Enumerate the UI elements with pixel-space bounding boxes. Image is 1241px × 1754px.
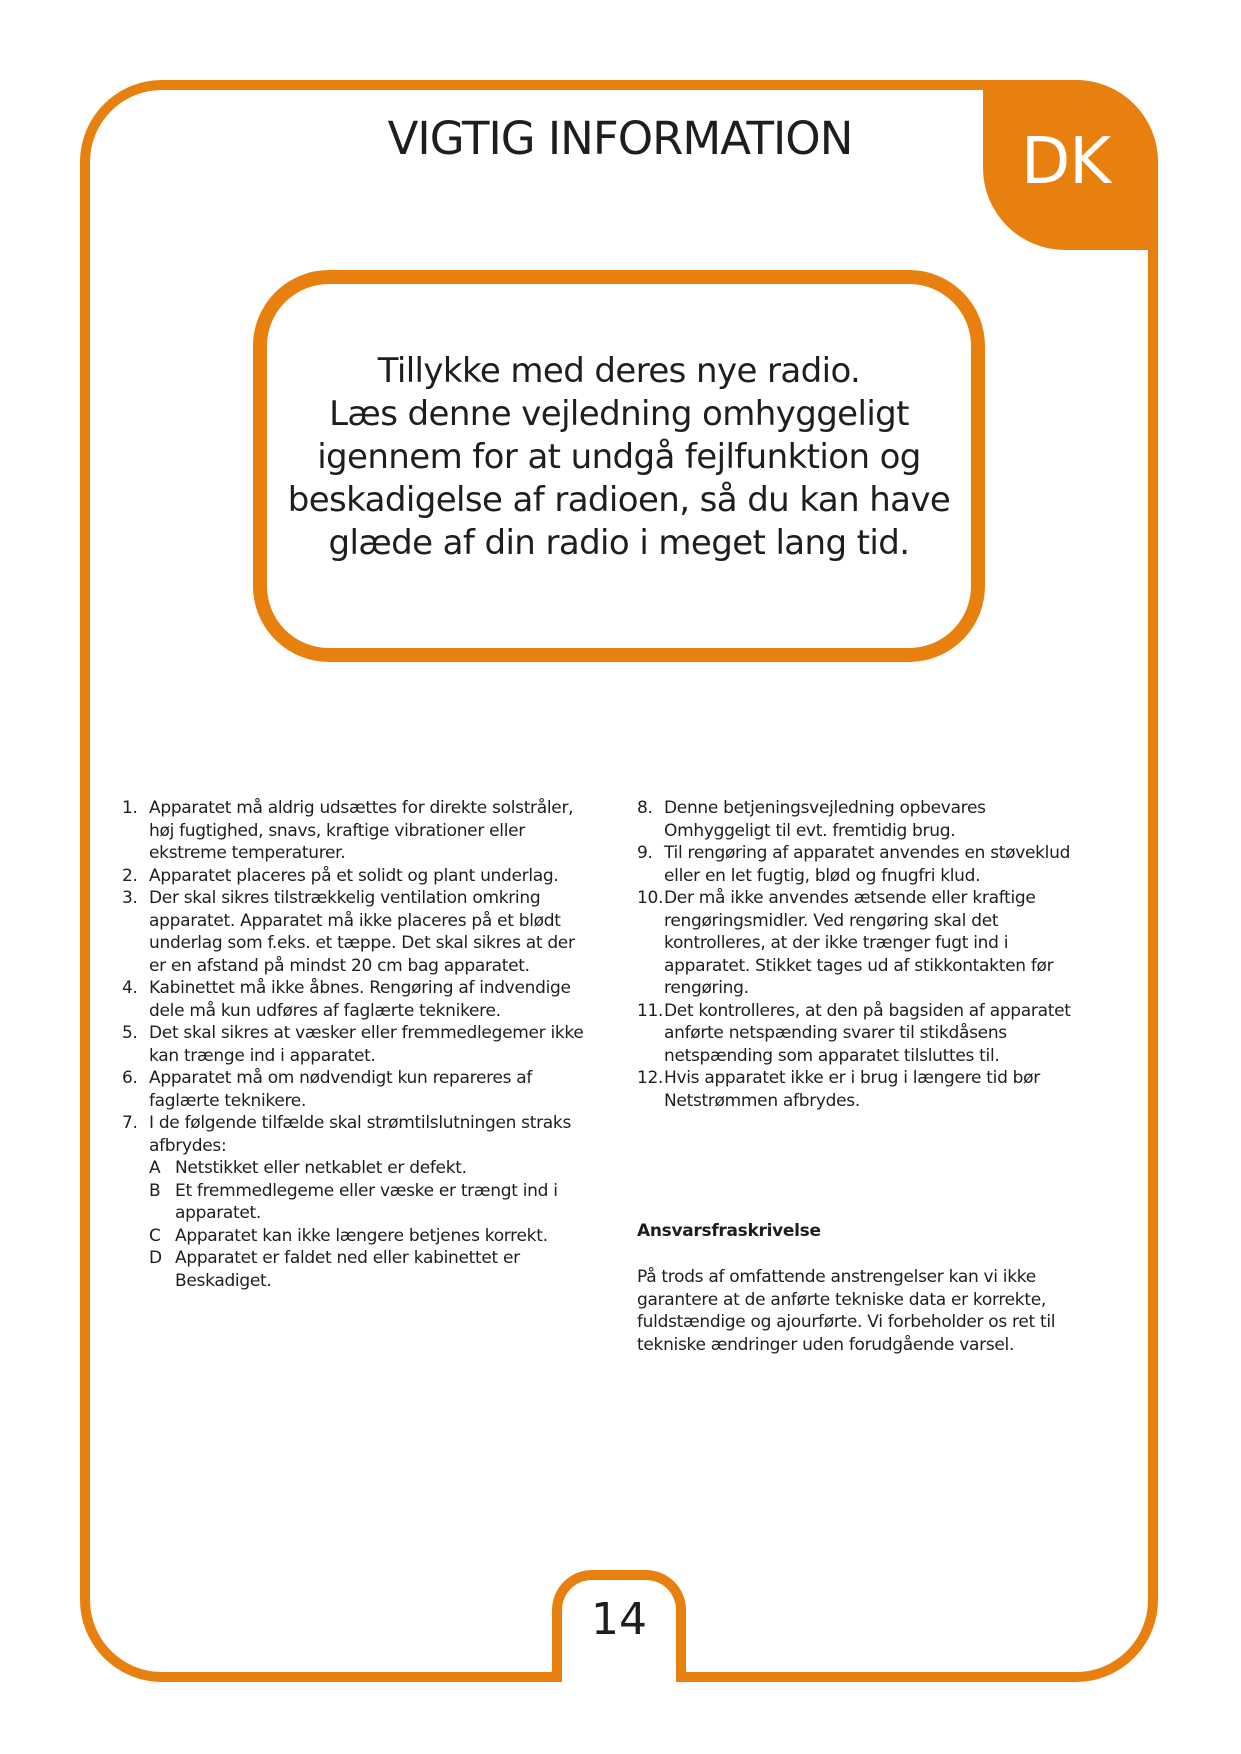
sub-list-item: [122, 1157, 587, 1180]
sub-list-text: Apparatet er faldet ned eller kabinettet er Beskadiget.: [175, 1248, 520, 1291]
list-text: Hvis apparatet ikke er i brug i længere tid bør Netstrømmen afbrydes.: [664, 1068, 1040, 1111]
language-tab: [983, 80, 1158, 250]
list-number: 1.: [122, 798, 138, 818]
page-number-tab: [552, 1570, 686, 1682]
intro-line: igennem for at undgå fejlfunktion og: [317, 437, 921, 477]
list-item: [637, 887, 1097, 1000]
language-label: DK: [1021, 125, 1111, 199]
sub-list-text: Netstikket eller netkablet er defekt.: [175, 1158, 467, 1178]
list-item: [637, 1000, 1097, 1068]
list-item: [122, 1067, 587, 1112]
sub-list-letter: D: [149, 1248, 162, 1268]
list-item: [637, 797, 1097, 842]
list-item: [122, 1022, 587, 1067]
list-number: 7.: [122, 1113, 138, 1133]
sub-list-item: [122, 1180, 587, 1225]
list-text: Denne betjeningsvejledning opbevares Omhyggeligt til evt. fremtidig brug.: [664, 798, 986, 841]
list-item: [122, 977, 587, 1022]
intro-line: Læs denne vejledning omhyggeligt: [329, 394, 909, 434]
list-number: 2.: [122, 865, 138, 886]
safety-list-left: [122, 797, 587, 1292]
list-item: [122, 865, 587, 888]
sub-list-letter: B: [149, 1180, 161, 1201]
intro-line: glæde af din radio i meget lang tid.: [328, 523, 910, 563]
list-text: Apparatet placeres på et solidt og plant underlag.: [149, 865, 559, 886]
disclaimer-heading: Ansvarsfraskrivelse: [637, 1221, 821, 1241]
list-item: [637, 842, 1097, 887]
sub-list-text: Et fremmedlegeme eller væske er trængt ind i apparatet.: [175, 1180, 558, 1223]
list-item: [637, 1067, 1097, 1112]
list-text: Der skal sikres tilstrækkelig ventilation omkring apparatet. Apparatet må ikke placeres på et blødt underlag som f.eks. et tæppe. Det skal sikres at der er en afstand på mindst 20 cm bag apparatet.: [149, 888, 575, 976]
disclaimer-text: På trods af omfattende anstrengelser kan vi ikke garantere at de anførte tekniske data er korrekte, fuldstændige og ajourførte. Vi forbeholder os ret til tekniske ændringer uden forudgående varsel.: [637, 1267, 1056, 1355]
sub-list-item: [122, 1247, 587, 1292]
list-number: 12.: [637, 1068, 664, 1088]
list-item: [122, 1112, 587, 1157]
sub-list-letter: A: [149, 1158, 161, 1178]
list-number: 10.: [637, 888, 664, 908]
list-number: 3.: [122, 888, 138, 908]
page-title: VIGTIG INFORMATION: [387, 112, 853, 165]
list-text: Det kontrolleres, at den på bagsiden af apparatet anførte netspænding svarer til stikdåsens netspænding som apparatet tilsluttes til.: [664, 1000, 1071, 1066]
list-number: 9.: [637, 843, 653, 863]
intro-text: [267, 350, 971, 565]
list-number: 5.: [122, 1023, 138, 1043]
list-text: Apparatet må aldrig udsættes for direkte solstråler, høj fugtighed, snavs, kraftige vibrationer eller ekstreme temperaturer.: [149, 798, 574, 863]
list-number: 6.: [122, 1068, 138, 1088]
list-text: Kabinettet må ikke åbnes. Rengøring af indvendige dele må kun udføres af faglærte teknikere.: [149, 978, 571, 1021]
list-text: Der må ikke anvendes ætsende eller kraftige rengøringsmidler. Ved rengøring skal det kontrolleres, at der ikke trænger fugt ind i apparatet. Stikket tages ud af stikkontakten før rengøring.: [664, 888, 1054, 998]
list-item: [122, 887, 587, 977]
intro-line: Tillykke med deres nye radio.: [377, 351, 861, 391]
sub-list-text: Apparatet kan ikke længere betjenes korrekt.: [175, 1225, 548, 1246]
page-number: 14: [591, 1594, 647, 1645]
list-number: 8.: [637, 798, 653, 818]
list-text: I de følgende tilfælde skal strømtilslutningen straks afbrydes:: [149, 1113, 572, 1156]
intro-box: [253, 270, 985, 662]
list-text: Til rengøring af apparatet anvendes en støveklud eller en let fugtig, blød og fnugfri klud.: [664, 843, 1071, 886]
safety-list-right: [637, 797, 1097, 1112]
sub-list-letter: C: [149, 1225, 161, 1246]
list-item: [122, 797, 587, 865]
list-text: Apparatet må om nødvendigt kun repareres af faglærte teknikere.: [149, 1068, 533, 1111]
list-text: Det skal sikres at væsker eller fremmedlegemer ikke kan trænge ind i apparatet.: [149, 1023, 584, 1066]
list-number: 4.: [122, 978, 138, 998]
list-number: 11.: [637, 1000, 664, 1021]
sub-list-item: [122, 1225, 587, 1248]
intro-line: beskadigelse af radioen, så du kan have: [287, 480, 951, 520]
